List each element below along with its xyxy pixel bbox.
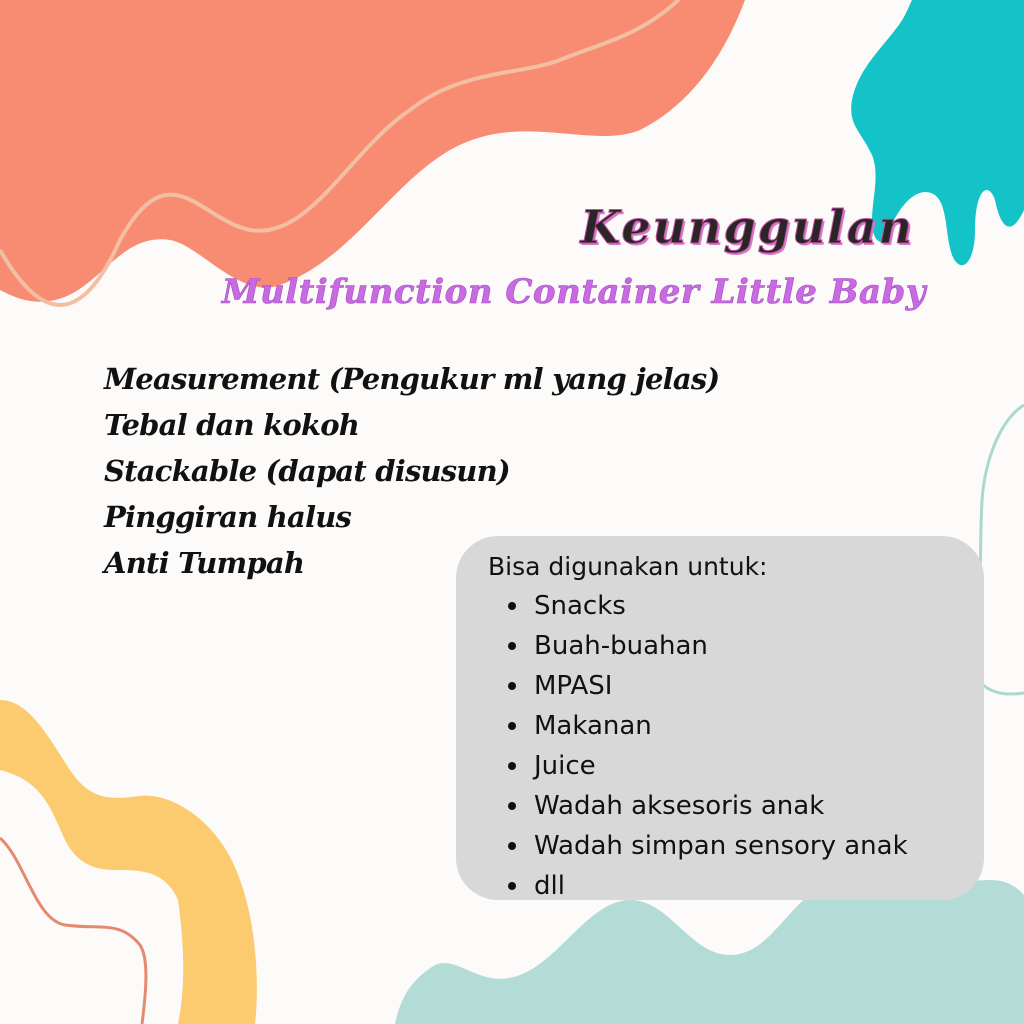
uses-title: Bisa digunakan untuk: xyxy=(488,552,768,581)
feature-item: Pinggiran halus xyxy=(104,500,352,534)
list-item xyxy=(508,586,984,626)
bullet-icon xyxy=(508,602,516,610)
page-subtitle: Multifunction Container Little Baby xyxy=(221,272,926,312)
bullet-icon xyxy=(508,802,516,810)
bullet-icon xyxy=(508,882,516,890)
list-item-label: Wadah simpan sensory anak xyxy=(534,831,908,861)
list-item-label: dll xyxy=(534,871,565,901)
list-item xyxy=(508,626,984,666)
feature-item: Tebal dan kokoh xyxy=(104,408,360,442)
mint-line-shape xyxy=(980,405,1024,640)
list-item xyxy=(508,706,984,746)
bullet-icon xyxy=(508,762,516,770)
list-item xyxy=(508,786,984,826)
list-item xyxy=(508,666,984,706)
list-item xyxy=(508,746,984,786)
mint-line-shape-2 xyxy=(983,685,1024,694)
list-item xyxy=(508,826,984,866)
list-item-label: Buah-buahan xyxy=(534,631,708,661)
feature-item: Measurement (Pengukur ml yang jelas) xyxy=(104,362,720,396)
bullet-icon xyxy=(508,722,516,730)
uses-card xyxy=(456,536,984,900)
feature-item: Stackable (dapat disusun) xyxy=(104,454,510,488)
list-item-label: Juice xyxy=(534,751,596,781)
list-item xyxy=(508,866,984,906)
bullet-icon xyxy=(508,682,516,690)
list-item-label: MPASI xyxy=(534,671,613,701)
list-item-label: Makanan xyxy=(534,711,652,741)
yellow-wave-shape xyxy=(0,700,257,1024)
uses-list xyxy=(488,586,984,906)
bullet-icon xyxy=(508,642,516,650)
bullet-icon xyxy=(508,842,516,850)
list-item-label: Snacks xyxy=(534,591,626,621)
feature-item: Anti Tumpah xyxy=(104,546,305,580)
list-item-label: Wadah aksesoris anak xyxy=(534,791,825,821)
page-title: Keunggulan xyxy=(580,200,914,254)
